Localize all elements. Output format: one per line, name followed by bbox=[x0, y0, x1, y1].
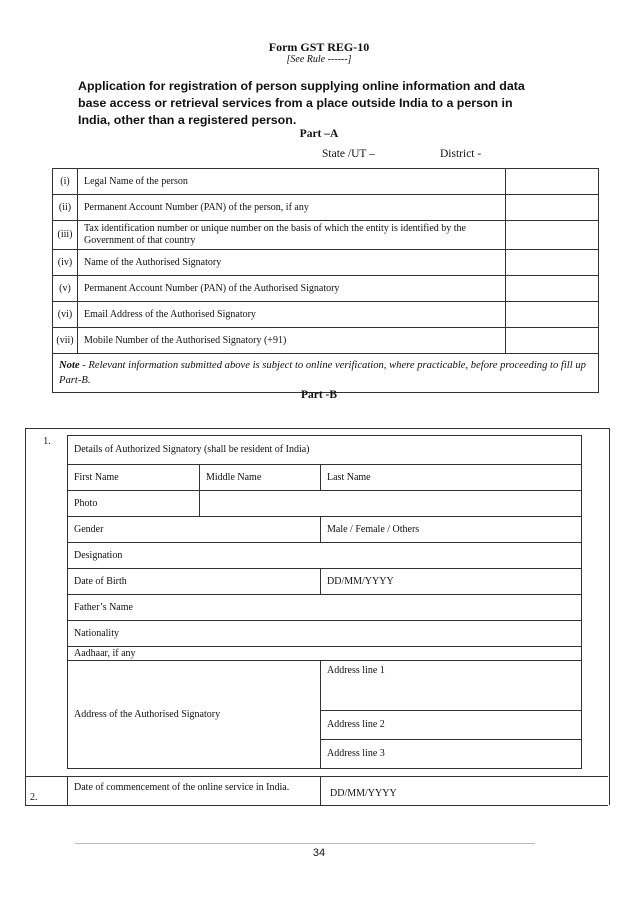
row-label: Name of the Authorised Signatory bbox=[78, 250, 506, 276]
address-line-2-field[interactable]: Address line 2 bbox=[321, 711, 582, 740]
form-title: Form GST REG-10 bbox=[268, 40, 370, 54]
part-a-table bbox=[52, 168, 599, 393]
page-number: 34 bbox=[312, 847, 326, 859]
father-name-field[interactable]: Father’s Name bbox=[68, 595, 582, 621]
photo-label: Photo bbox=[68, 491, 200, 517]
part-a-label: Part –A bbox=[299, 128, 339, 140]
row-label: Permanent Account Number (PAN) of the Authorised Signatory bbox=[78, 276, 506, 302]
table-row bbox=[68, 621, 582, 647]
address-label: Address of the Authorised Signatory bbox=[68, 661, 321, 769]
signatory-pan-field[interactable] bbox=[506, 276, 599, 302]
commencement-date-field[interactable]: DD/MM/YYYY bbox=[330, 788, 397, 799]
row-label: Tax identification number or unique number on the basis of which the entity is identified by the Government of that country bbox=[78, 221, 506, 250]
table-row bbox=[68, 569, 582, 595]
signatory-mobile-field[interactable] bbox=[506, 328, 599, 354]
table-row bbox=[53, 276, 599, 302]
aadhaar-field[interactable]: Aadhaar, if any bbox=[68, 647, 582, 661]
dob-label: Date of Birth bbox=[68, 569, 321, 595]
row-number: (iv) bbox=[53, 250, 78, 276]
item-2-divider bbox=[67, 776, 68, 805]
row-label: Email Address of the Authorised Signatory bbox=[78, 302, 506, 328]
pan-field[interactable] bbox=[506, 195, 599, 221]
row-number: (iii) bbox=[53, 221, 78, 250]
item-1-number: 1. bbox=[43, 436, 51, 447]
district-label: District - bbox=[440, 148, 482, 160]
address-line-3-field[interactable]: Address line 3 bbox=[321, 740, 582, 769]
row-number: (vi) bbox=[53, 302, 78, 328]
row-label: Mobile Number of the Authorised Signatory (+91) bbox=[78, 328, 506, 354]
designation-field[interactable]: Designation bbox=[68, 543, 582, 569]
last-name-field[interactable]: Last Name bbox=[321, 465, 582, 491]
table-row bbox=[68, 661, 582, 711]
row-number: (ii) bbox=[53, 195, 78, 221]
first-name-field[interactable]: First Name bbox=[68, 465, 200, 491]
table-row bbox=[53, 221, 599, 250]
part-b-table bbox=[67, 435, 582, 769]
signatory-email-field[interactable] bbox=[506, 302, 599, 328]
footer-divider bbox=[75, 843, 535, 844]
table-row bbox=[68, 465, 582, 491]
rule-reference: [See Rule ------] bbox=[286, 54, 352, 65]
item-2-divider bbox=[320, 776, 321, 805]
photo-field[interactable] bbox=[200, 491, 582, 517]
middle-name-field[interactable]: Middle Name bbox=[200, 465, 321, 491]
note-text: - Relevant information submitted above is subject to online verification, where practicable, before proceeding to fill up Part-B. bbox=[59, 360, 586, 386]
row-label: Legal Name of the person bbox=[78, 169, 506, 195]
table-row bbox=[53, 169, 599, 195]
item-2-number: 2. bbox=[30, 792, 38, 803]
table-row bbox=[68, 595, 582, 621]
tax-id-field[interactable] bbox=[506, 221, 599, 250]
table-row bbox=[68, 517, 582, 543]
signatory-name-field[interactable] bbox=[506, 250, 599, 276]
nationality-field[interactable]: Nationality bbox=[68, 621, 582, 647]
row-number: (i) bbox=[53, 169, 78, 195]
legal-name-field[interactable] bbox=[506, 169, 599, 195]
table-row bbox=[68, 491, 582, 517]
address-line-1-field[interactable]: Address line 1 bbox=[321, 661, 582, 711]
row-label: Permanent Account Number (PAN) of the person, if any bbox=[78, 195, 506, 221]
row-number: (vii) bbox=[53, 328, 78, 354]
part-b-label: Part -B bbox=[300, 389, 338, 401]
table-row bbox=[68, 647, 582, 661]
gender-options[interactable]: Male / Female / Others bbox=[321, 517, 582, 543]
table-row bbox=[68, 436, 582, 465]
commencement-label: Date of commencement of the online service in India. bbox=[74, 782, 290, 793]
details-heading: Details of Authorized Signatory (shall be resident of India) bbox=[68, 436, 582, 465]
table-row bbox=[53, 250, 599, 276]
row-number: (v) bbox=[53, 276, 78, 302]
table-row bbox=[53, 195, 599, 221]
form-heading: Application for registration of person supplying online information and data base access or retrieval services from a place outside India to a person in India, other than a registered person. bbox=[78, 79, 525, 127]
gender-label: Gender bbox=[68, 517, 321, 543]
note-label: Note bbox=[59, 360, 80, 371]
table-row bbox=[53, 302, 599, 328]
table-row bbox=[53, 328, 599, 354]
table-row bbox=[68, 543, 582, 569]
verification-note bbox=[53, 354, 599, 393]
dob-field[interactable]: DD/MM/YYYY bbox=[321, 569, 582, 595]
note-row bbox=[53, 354, 599, 393]
state-label: State /UT – bbox=[322, 148, 375, 160]
